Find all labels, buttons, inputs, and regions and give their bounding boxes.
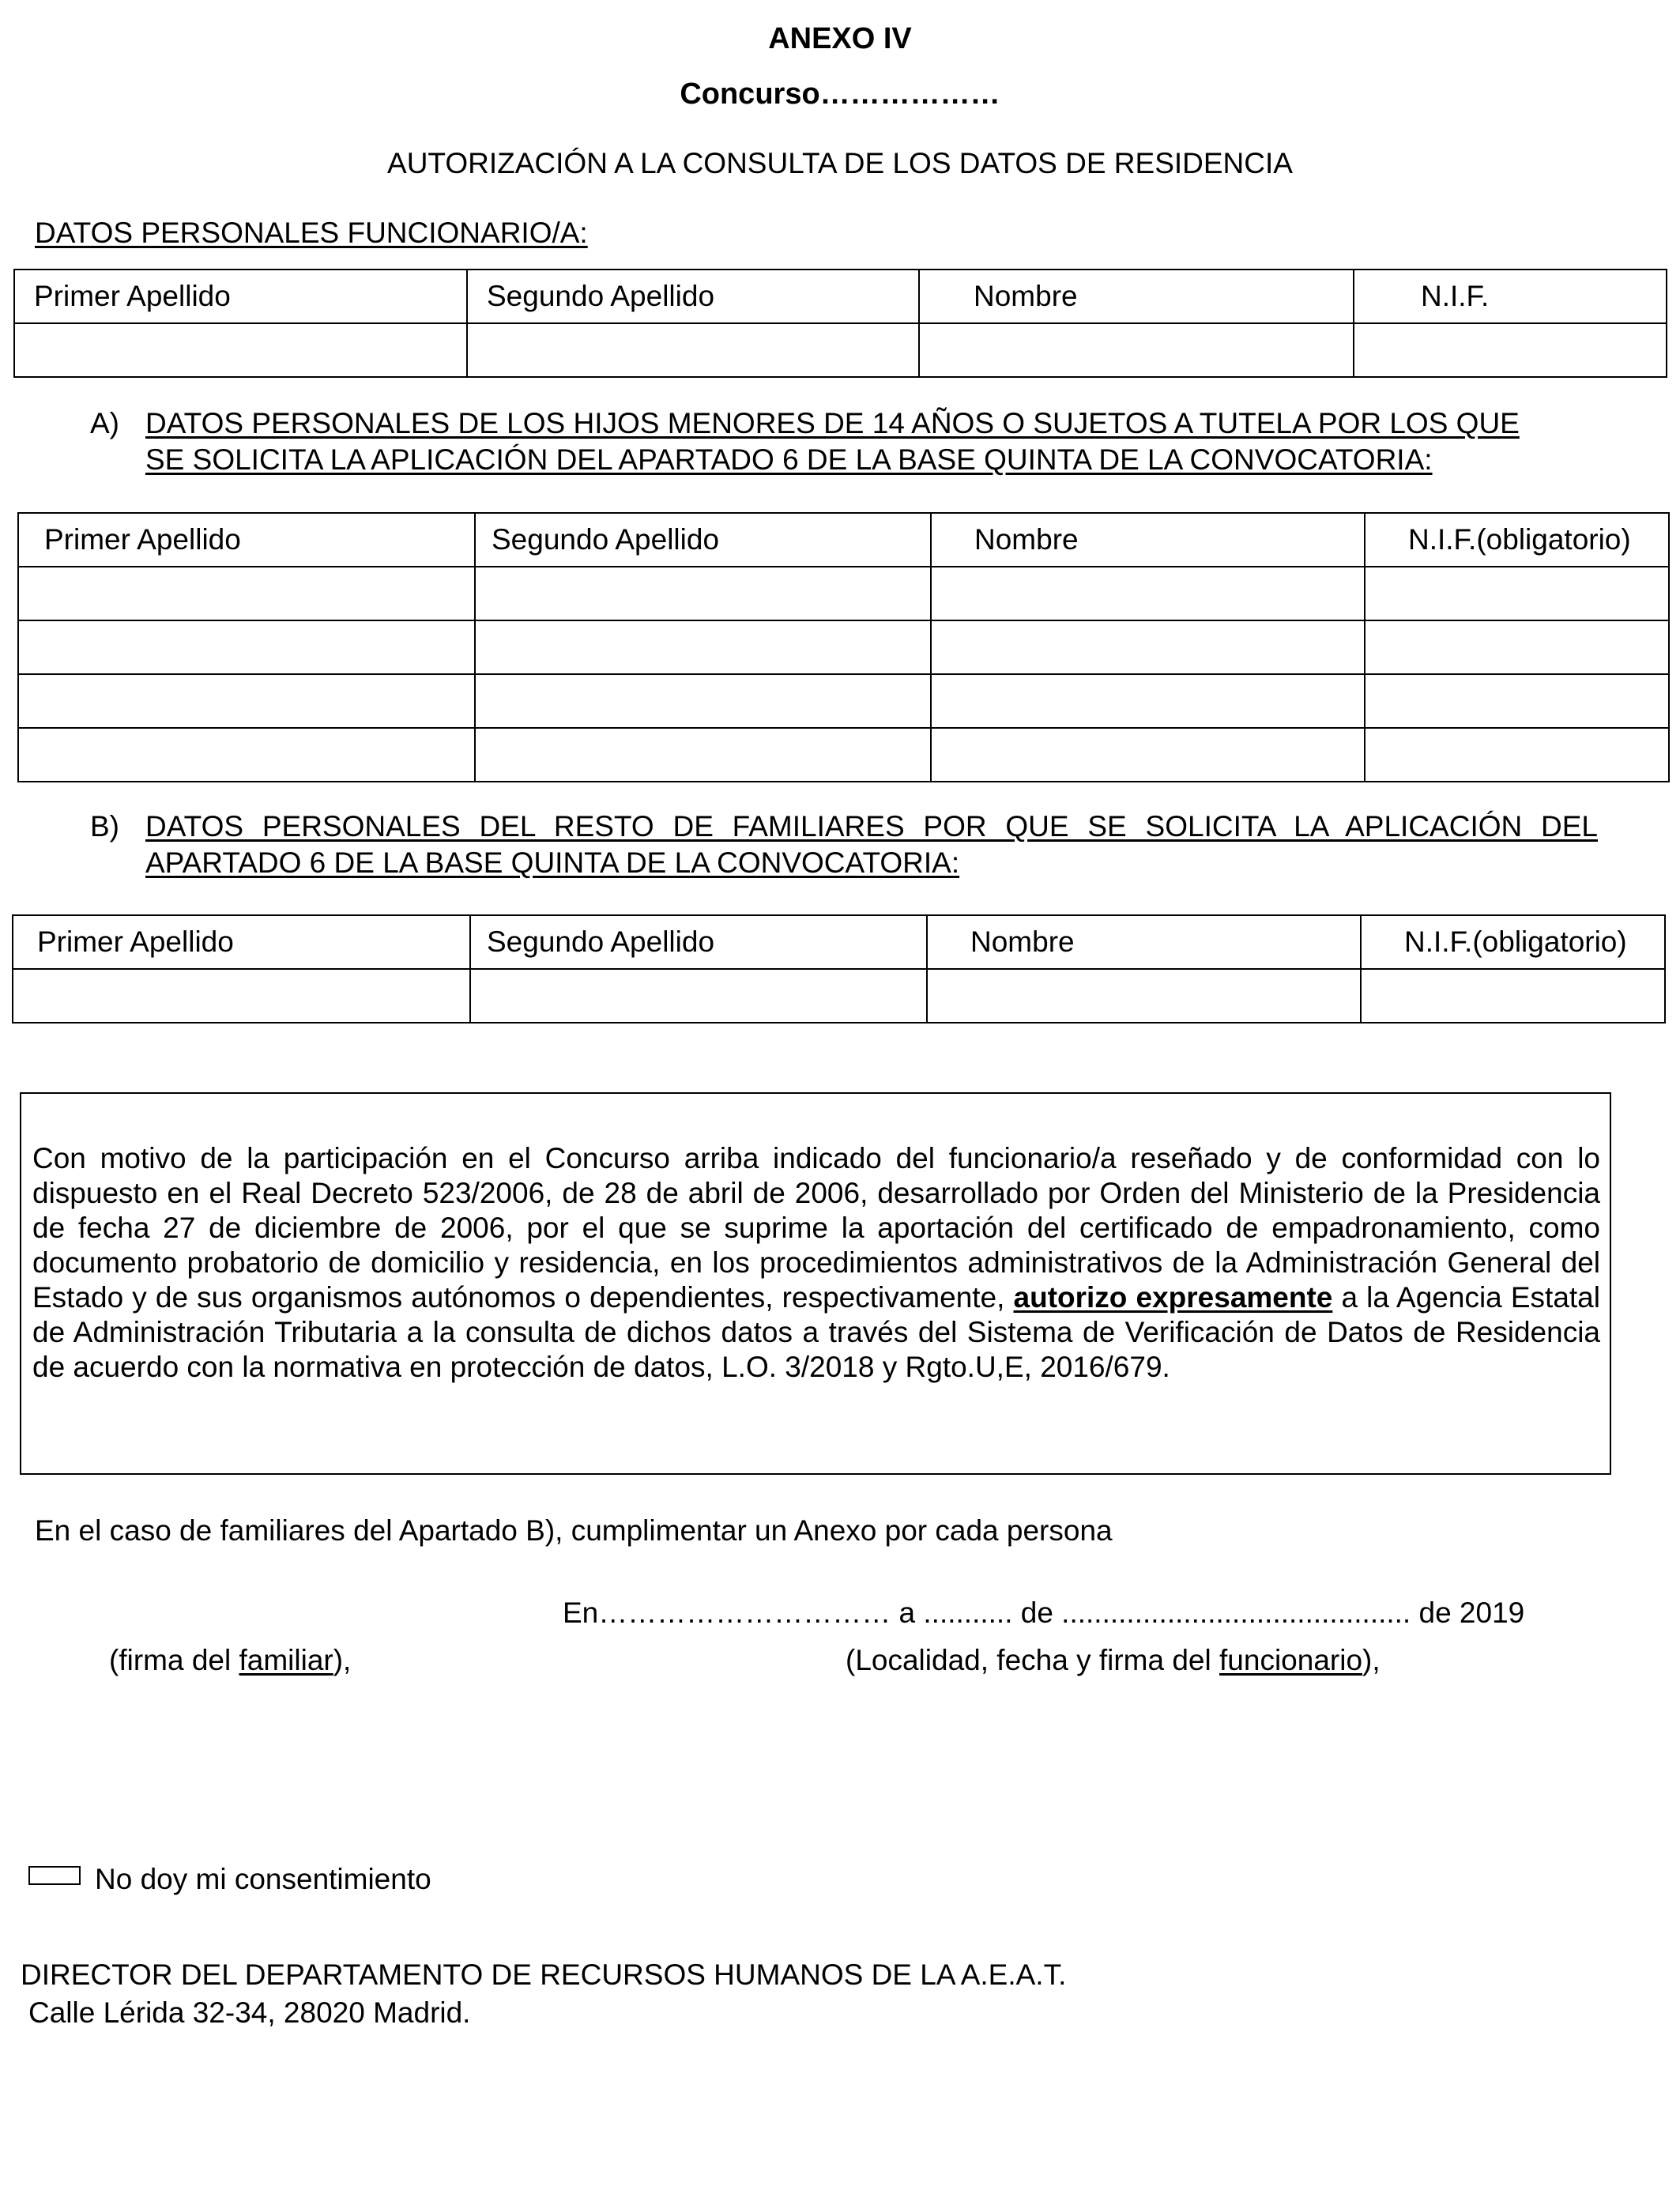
second-surname-field[interactable] — [475, 620, 931, 674]
authorization-text-before: Con motivo de la participación en el Concurso arriba indicado del funcionario/a reseñado y de conformidad con lo dispuesto en el Real Decreto 523/2006, de 28 de abril de 2006, desarrollado por Orden del Ministerio de la Presidencia de fecha 27 de diciembre de 2006, por el que se suprime la aportación del certificado de empadronamiento, como documento probatorio de domicilio y residencia, en los procedimientos administrativos de la Administración General del Estado y de sus organismos autónomos o dependientes, respectivamente, — [32, 1142, 1600, 1314]
table-header-row — [18, 513, 1669, 567]
family-signature-label — [109, 1642, 351, 1679]
recipient-title: DIRECTOR DEL DEPARTAMENTO DE RECURSOS HUMANOS DE LA A.E.A.T. — [21, 1958, 1067, 1991]
official-section-label: DATOS PERSONALES FUNCIONARIO/A: — [35, 217, 588, 249]
name-field[interactable] — [931, 674, 1365, 728]
table-row — [18, 567, 1669, 620]
name-field[interactable] — [931, 620, 1365, 674]
authorization-emphasis: autorizo expresamente — [1013, 1281, 1333, 1314]
nif-field[interactable] — [1365, 674, 1669, 728]
table-row — [18, 728, 1669, 782]
official-signature-suffix: ), — [1362, 1644, 1381, 1676]
table-header-row — [13, 915, 1665, 969]
section-b-title-line1: DATOS PERSONALES DEL RESTO DE FAMILIARES POR QUE SE SOLICITA LA APLICACIÓN DEL — [145, 810, 1598, 843]
official-signature-prefix: (Localidad, fecha y firma del — [846, 1644, 1220, 1676]
section-a-title-line2: SE SOLICITA LA APLICACIÓN DEL APARTADO 6 DE LA BASE QUINTA DE LA CONVOCATORIA: — [145, 443, 1433, 476]
name-field[interactable] — [931, 728, 1365, 782]
column-header: Nombre — [931, 513, 1365, 567]
table-row — [14, 323, 1667, 377]
second-surname-field[interactable] — [470, 969, 927, 1023]
column-header: N.I.F.(obligatorio) — [1361, 915, 1665, 969]
recipient-address: Calle Lérida 32-34, 28020 Madrid. — [28, 1996, 471, 2029]
section-a-title-line1: DATOS PERSONALES DE LOS HIJOS MENORES DE 14 AÑOS O SUJETOS A TUTELA POR LOS QUE — [145, 407, 1520, 439]
column-header: N.I.F. — [1354, 270, 1667, 323]
nif-field[interactable] — [1361, 969, 1665, 1023]
first-surname-field[interactable] — [18, 620, 475, 674]
nif-field[interactable] — [1365, 620, 1669, 674]
nif-field[interactable] — [1365, 728, 1669, 782]
official-signature-label — [846, 1642, 1381, 1679]
authorization-text — [32, 1141, 1600, 1385]
name-field[interactable] — [931, 567, 1365, 620]
column-header: N.I.F.(obligatorio) — [1365, 513, 1669, 567]
minors-table — [17, 512, 1670, 782]
table-row — [13, 969, 1665, 1023]
authorization-box — [20, 1092, 1611, 1475]
family-signature-word: familiar — [239, 1644, 333, 1676]
table-row — [18, 620, 1669, 674]
contest-label: Concurso……………… — [680, 77, 1000, 111]
column-header: Nombre — [919, 270, 1354, 323]
place-date-line[interactable]: En………………………… a ........... de ........................................... de 2019 — [563, 1596, 1525, 1629]
official-table — [13, 269, 1667, 378]
authorization-text-after: a la Agencia Estatal de Administración Tributaria a la consulta de dichos datos a través del Sistema de Verificación de Datos de Residencia de acuerdo con la normativa en protección de datos, L.O. 3/2018 y Rgto.U,E, 2016/679. — [32, 1281, 1600, 1383]
section-b-marker: B) — [90, 810, 119, 843]
table-header-row — [14, 270, 1667, 323]
document-heading: AUTORIZACIÓN A LA CONSULTA DE LOS DATOS DE RESIDENCIA — [387, 147, 1293, 179]
family-signature-prefix: (firma del — [109, 1644, 239, 1676]
table-row — [18, 674, 1669, 728]
annex-title: ANEXO IV — [768, 22, 912, 55]
no-consent-checkbox[interactable] — [28, 1866, 81, 1885]
column-header: Segundo Apellido — [470, 915, 927, 969]
column-header: Primer Apellido — [14, 270, 467, 323]
name-field[interactable] — [927, 969, 1361, 1023]
column-header: Segundo Apellido — [467, 270, 919, 323]
second-surname-field[interactable] — [475, 728, 931, 782]
second-surname-field[interactable] — [475, 674, 931, 728]
first-surname-field[interactable] — [18, 728, 475, 782]
column-header: Segundo Apellido — [475, 513, 931, 567]
column-header: Nombre — [927, 915, 1361, 969]
second-surname-field[interactable] — [475, 567, 931, 620]
official-signature-word: funcionario — [1219, 1644, 1363, 1676]
no-consent-label: No doy mi consentimiento — [95, 1863, 431, 1895]
relatives-note: En el caso de familiares del Apartado B), cumplimentar un Anexo por cada persona — [35, 1514, 1113, 1547]
column-header: Primer Apellido — [18, 513, 475, 567]
first-surname-field[interactable] — [14, 323, 467, 377]
first-surname-field[interactable] — [13, 969, 470, 1023]
name-field[interactable] — [919, 323, 1354, 377]
section-a-marker: A) — [90, 407, 119, 439]
relatives-table — [12, 914, 1666, 1023]
section-b-title-line2: APARTADO 6 DE LA BASE QUINTA DE LA CONVOCATORIA: — [145, 846, 960, 879]
first-surname-field[interactable] — [18, 567, 475, 620]
column-header: Primer Apellido — [13, 915, 470, 969]
nif-field[interactable] — [1354, 323, 1667, 377]
second-surname-field[interactable] — [467, 323, 919, 377]
nif-field[interactable] — [1365, 567, 1669, 620]
first-surname-field[interactable] — [18, 674, 475, 728]
family-signature-suffix: ), — [333, 1644, 352, 1676]
